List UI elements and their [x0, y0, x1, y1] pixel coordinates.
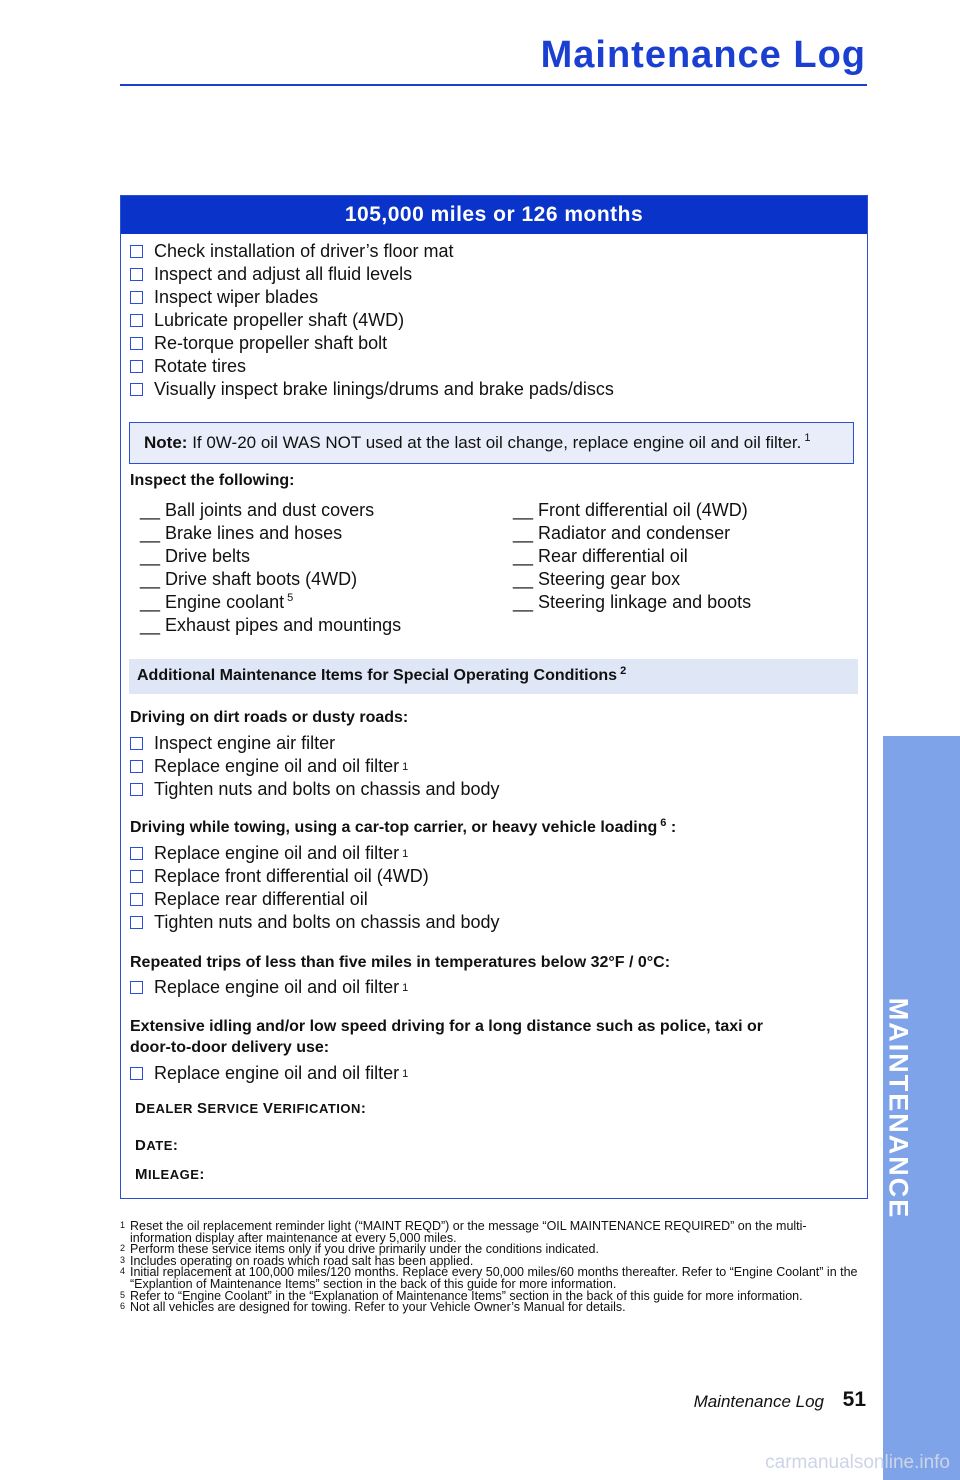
note-text: If 0W-20 oil WAS NOT used at the last oil change, replace engine oil and oil filter. [192, 433, 802, 452]
page-number: 51 [842, 1388, 866, 1411]
inspect-item: __ Steering linkage and boots [513, 592, 752, 612]
checklist-item: Inspect engine air filter [130, 732, 858, 755]
checkbox[interactable] [130, 1067, 143, 1080]
additional-items-band: Additional Maintenance Items for Special Operating Conditions $^2$ [129, 659, 858, 694]
footer-section-label: Maintenance Log [693, 1392, 824, 1411]
checkbox[interactable] [130, 981, 143, 994]
mileage-label: MILEAGE: [135, 1166, 205, 1183]
footnotes [120, 1221, 865, 1314]
checkbox[interactable] [130, 337, 143, 350]
towing-list [130, 842, 858, 934]
inspect-item: __ Exhaust pipes and mountings [140, 615, 402, 635]
cold-trips-list [130, 976, 858, 999]
dirt-roads-heading: Driving on dirt roads or dusty roads: [130, 709, 409, 726]
checkbox[interactable] [130, 760, 143, 773]
checklist [130, 240, 858, 401]
checklist-item: Check installation of driver’s floor mat [130, 240, 858, 263]
checkbox[interactable] [130, 383, 143, 396]
checklist-item: Rotate tires [130, 355, 858, 378]
checkbox[interactable] [130, 360, 143, 373]
footnote: 1 Reset the oil replacement reminder light (“MAINT REQD”) or the message “OIL MAINTENANCE REQUIRED” on the multi-information display after maintenance at every 5,000 miles. [120, 1219, 807, 1245]
inspect-item: __ Ball joints and dust covers [140, 500, 375, 520]
towing-heading: Driving while towing, using a car-top carrier, or heavy vehicle loading $^6$ : [130, 816, 677, 836]
footnote: 4 Initial replacement at 100,000 miles/120 months. Replace every 50,000 miles/60 months thereafter. Refer to “Engine Coolant” in the “Explantion of Maintenance Items” section in the back of this guide for more information. [120, 1265, 858, 1291]
footnote: 5 Refer to “Engine Coolant” in the “Explanation of Maintenance Items” section in the back of this guide for more information. [120, 1288, 803, 1303]
inspect-left-column [140, 500, 401, 638]
checklist-item: Re-torque propeller shaft bolt [130, 332, 858, 355]
footnote: 3 Includes operating on roads which road salt has been applied. [120, 1253, 474, 1268]
checklist-item: Tighten nuts and bolts on chassis and body [130, 911, 858, 934]
side-tab-label-wrap [883, 736, 913, 1480]
title-rule [120, 84, 867, 86]
checklist-item: Replace front differential oil (4WD) [130, 865, 858, 888]
dealer-verification-label: DEALER SERVICE VERIFICATION: [135, 1100, 367, 1117]
checklist-item: Replace engine oil and oil filter 1 [130, 1062, 858, 1085]
inspect-item: __ Drive belts [140, 546, 251, 566]
date-label: DATE: [135, 1137, 179, 1154]
checkbox[interactable] [130, 291, 143, 304]
inspect-item-coolant: __ Engine coolant $^5$ [140, 592, 294, 612]
checklist-item: Visually inspect brake linings/drums and brake pads/discs [130, 378, 858, 401]
idling-list [130, 1062, 858, 1085]
checkbox[interactable] [130, 870, 143, 883]
checklist-item: Inspect wiper blades [130, 286, 858, 309]
interval-header: 105,000 miles or 126 months [121, 196, 867, 234]
side-tab-label: MAINTENANCE [883, 997, 914, 1219]
note-label: Note: [144, 433, 188, 452]
inspect-item: __ Drive shaft boots (4WD) [140, 569, 358, 589]
checkbox[interactable] [130, 268, 143, 281]
checkbox[interactable] [130, 847, 143, 860]
inspect-right-column [513, 500, 751, 615]
footnote: 6 Not all vehicles are designed for towing. Refer to your Vehicle Owner’s Manual for details. [120, 1300, 626, 1315]
checklist-item: Replace rear differential oil [130, 888, 858, 911]
checklist-item: Replace engine oil and oil filter 1 [130, 976, 858, 999]
watermark: carmanualsonline.info [765, 1452, 950, 1473]
checklist-item: Lubricate propeller shaft (4WD) [130, 309, 858, 332]
checklist-item: Replace engine oil and oil filter 1 [130, 842, 858, 865]
checkbox[interactable] [130, 245, 143, 258]
page-title: Maintenance Log [540, 34, 866, 76]
idling-heading-line1: Extensive idling and/or low speed driving for a long distance such as police, taxi or [130, 1018, 764, 1035]
dirt-roads-list [130, 732, 858, 801]
checkbox[interactable] [130, 314, 143, 327]
footnote: 2 Perform these service items only if you drive primarily under the conditions indicated. [120, 1242, 599, 1257]
oil-note: Note: If 0W-20 oil WAS NOT used at the last oil change, replace engine oil and oil filter. $^1$ [129, 422, 854, 464]
inspect-item: __ Front differential oil (4WD) [513, 500, 748, 520]
cold-trips-heading: Repeated trips of less than five miles in temperatures below 32°F / 0°C: [130, 954, 671, 971]
maintenance-box [120, 195, 868, 1199]
inspect-heading: Inspect the following: [130, 472, 295, 489]
checkbox[interactable] [130, 737, 143, 750]
checklist-item: Tighten nuts and bolts on chassis and body [130, 778, 858, 801]
checklist-item: Inspect and adjust all fluid levels [130, 263, 858, 286]
inspect-item: __ Brake lines and hoses [140, 523, 343, 543]
inspect-item: __ Radiator and condenser [513, 523, 731, 543]
checkbox[interactable] [130, 893, 143, 906]
checkbox[interactable] [130, 916, 143, 929]
inspect-item: __ Steering gear box [513, 569, 681, 589]
inspect-item: __ Rear differential oil [513, 546, 688, 566]
checkbox[interactable] [130, 783, 143, 796]
idling-heading-line2: door-to-door delivery use: [130, 1039, 330, 1056]
checklist-item: Replace engine oil and oil filter 1 [130, 755, 858, 778]
